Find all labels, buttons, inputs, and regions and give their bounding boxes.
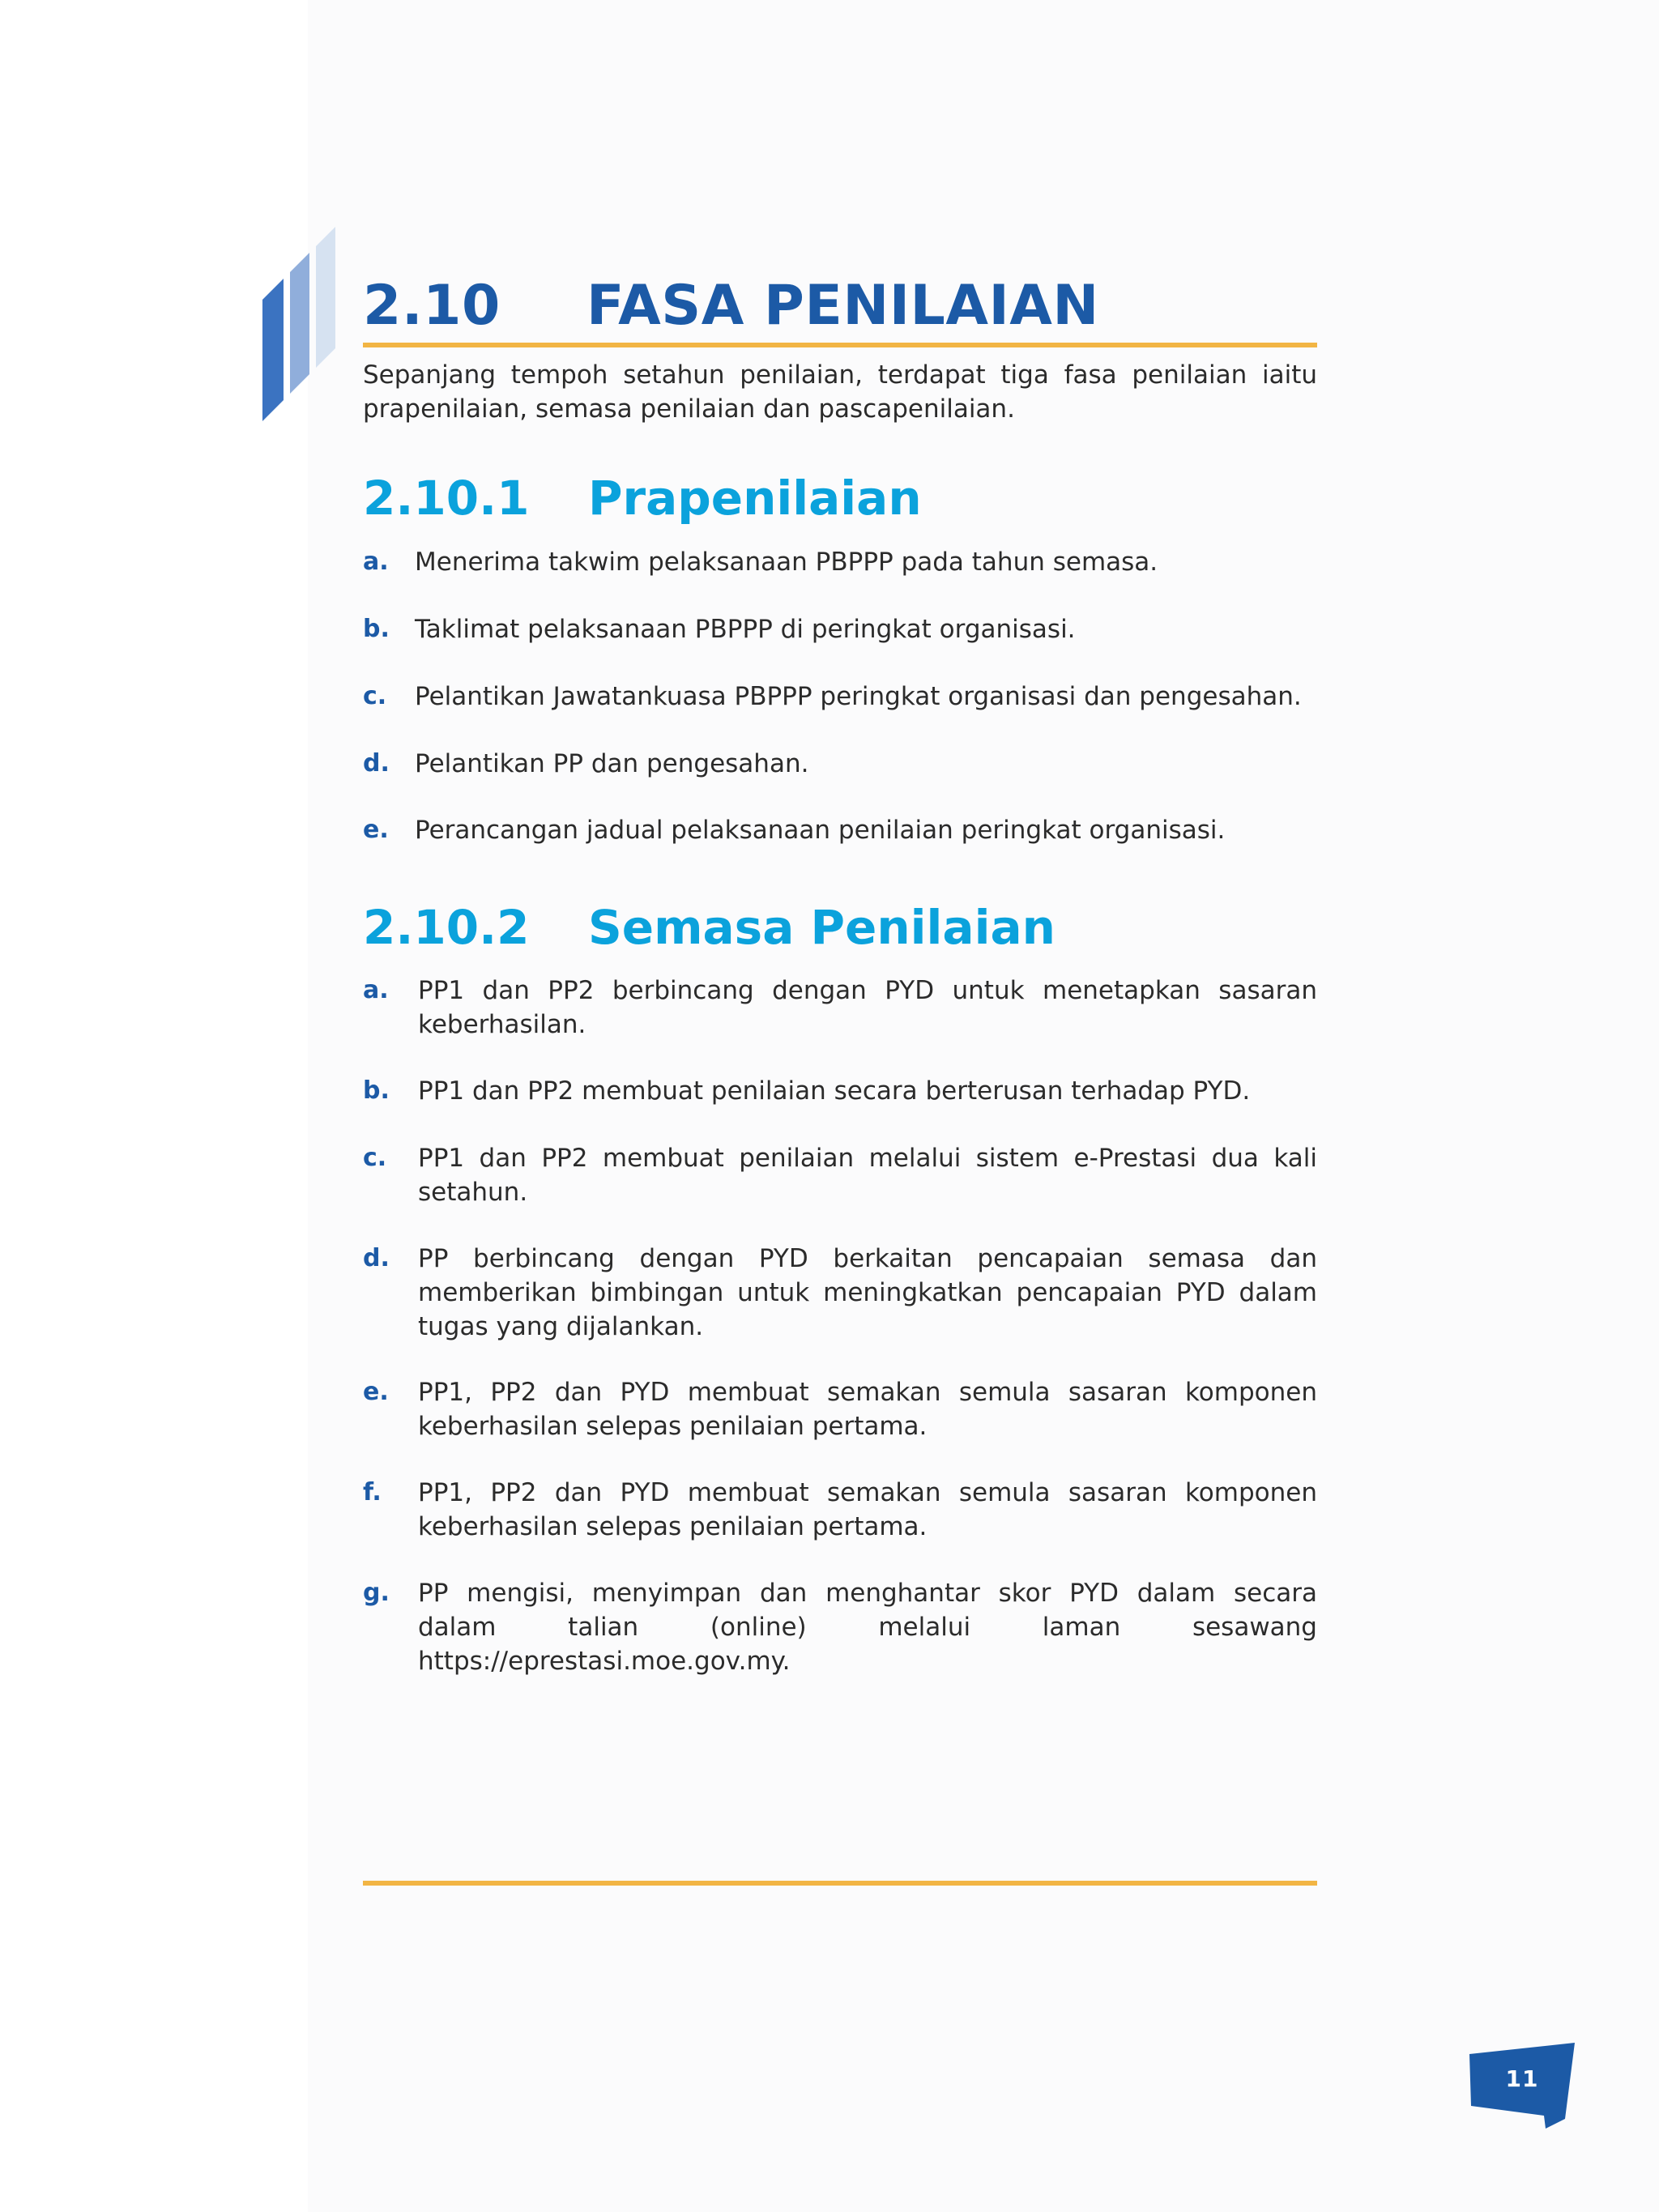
footer-rule [363, 1881, 1317, 1886]
title-underline [363, 343, 1317, 347]
item-text: Pelantikan Jawatankuasa PBPPP peringkat organisasi dan pengesahan. [415, 682, 1302, 711]
item-text: PP1 dan PP2 membuat penilaian melalui sistem e-Prestasi dua kali setahun. [418, 1144, 1317, 1207]
item-text: Menerima takwim pelaksanaan PBPPP pada tahun semasa. [415, 548, 1158, 577]
section-heading: FASA PENILAIAN [586, 274, 1099, 338]
item-text: PP1 dan PP2 membuat penilaian secara berterusan terhadap PYD. [418, 1076, 1251, 1106]
page-number-badge [1468, 2043, 1576, 2129]
item-letter: f. [363, 1478, 382, 1507]
item-letter: e. [363, 816, 389, 844]
slanted-bars-icon [259, 227, 340, 421]
item-letter: d. [363, 749, 390, 778]
item-letter: e. [363, 1378, 389, 1406]
item-letter: g. [363, 1579, 390, 1607]
subsection-number: 2.10.1 [363, 471, 530, 526]
item-text: PP1 dan PP2 berbincang dengan PYD untuk menetapkan sasaran keberhasilan. [418, 976, 1317, 1039]
subsection-title-2 [363, 896, 1319, 959]
item-letter: b. [363, 1076, 390, 1105]
subsection-number: 2.10.2 [363, 900, 530, 955]
page-number: 11 [1505, 2065, 1539, 2092]
item-text: PP berbincang dengan PYD berkaitan pencapaian semasa dan memberikan bimbingan untuk meningkatkan pencapaian PYD dalam tugas yang dijalankan. [418, 1244, 1317, 1341]
item-text: Taklimat pelaksanaan PBPPP di peringkat organisasi. [415, 615, 1076, 644]
item-text: PP1, PP2 dan PYD membuat semakan semula sasaran komponen keberhasilan selepas penilaian pertama. [418, 1378, 1317, 1441]
item-letter: b. [363, 615, 390, 643]
item-text: Pelantikan PP dan pengesahan. [415, 749, 809, 778]
section-number: 2.10 [363, 274, 501, 338]
item-letter: c. [363, 682, 387, 710]
item-text: PP mengisi, menyimpan dan menghantar skor PYD dalam secara dalam talian (online) melalui laman sesawang https://eprestasi.moe.gov.my. [418, 1579, 1317, 1676]
subsection-title-1 [363, 467, 1319, 530]
item-letter: d. [363, 1244, 390, 1272]
item-text: PP1, PP2 dan PYD membuat semakan semula sasaran komponen keberhasilan selepas penilaian pertama. [418, 1478, 1317, 1541]
item-letter: c. [363, 1144, 387, 1172]
item-text: Perancangan jadual pelaksanaan penilaian peringkat organisasi. [415, 816, 1226, 845]
section-title [363, 270, 1319, 343]
item-letter: a. [363, 976, 389, 1004]
section-intro: Sepanjang tempoh setahun penilaian, terdapat tiga fasa penilaian iaitu prapenilaian, semasa penilaian dan pascapenilaian. [363, 360, 1317, 424]
item-letter: a. [363, 548, 389, 576]
subsection-heading: Prapenilaian [588, 471, 922, 526]
subsection-heading: Semasa Penilaian [588, 900, 1056, 955]
